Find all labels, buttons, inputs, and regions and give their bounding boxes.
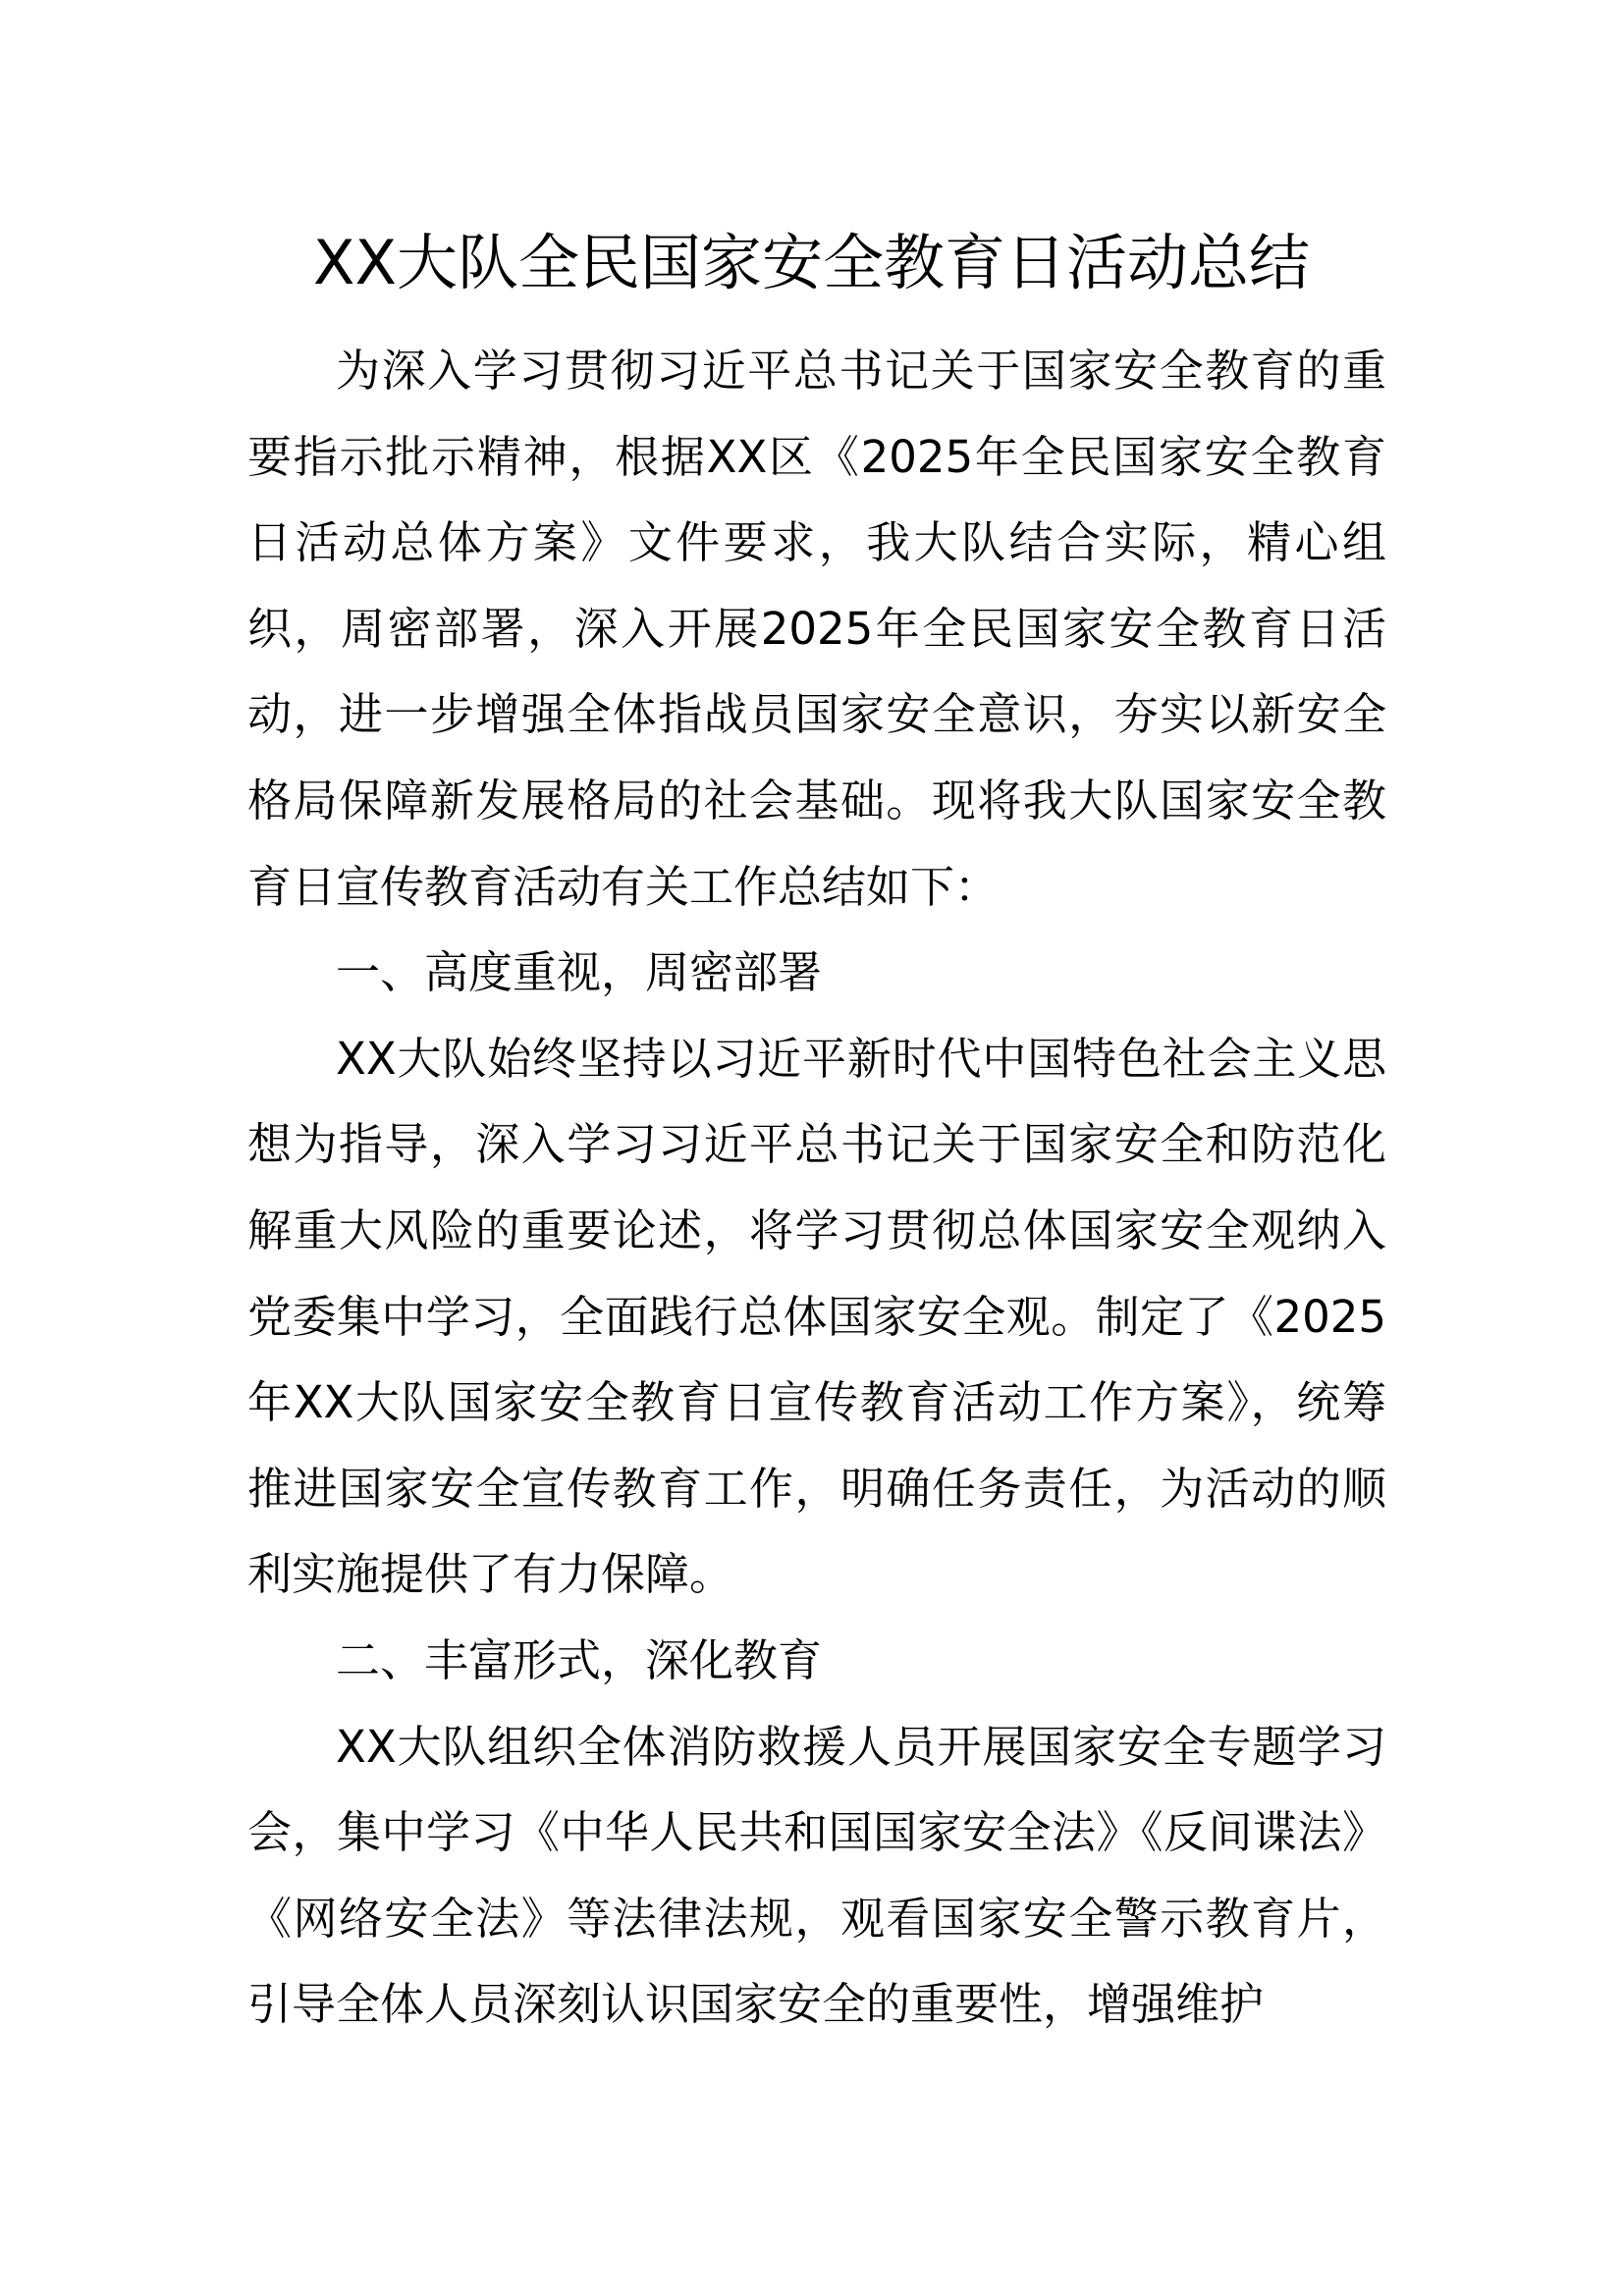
document-title: XX大队全民国家安全教育日活动总结 <box>313 227 1310 298</box>
intro-paragraph: 为深入学习贯彻习近平总书记关于国家安全教育的重要指示批示精神，根据XX区《2025年全民国家安全教育日活动总体方案》文件要求，我大队结合实际，精心组织，周密部署，深入开展2025年全民国家安全教育日活动，进一步增强全体指战员国家安全意识，夯实以新安全格局保障新发展格局的社会基础。现将我大队国家安全教育日宣传教育活动有关工作总结如下： <box>247 345 1386 913</box>
document-body <box>247 328 1386 2048</box>
section-2-paragraph: XX大队组织全体消防救援人员开展国家安全专题学习会，集中学习《中华人民共和国国家安全法》《反间谍法》《网络安全法》等法律法规，观看国家安全警示教育片，引导全体人员深刻认识国家安全的重要性，增强维护 <box>247 1720 1386 2031</box>
section-heading-2: 二、丰富形式，深化教育 <box>336 1633 823 1686</box>
section-1-paragraph: XX大队始终坚持以习近平新时代中国特色社会主义思想为指导，深入学习习近平总书记关于国家安全和防范化解重大风险的重要论述，将学习贯彻总体国家安全观纳入党委集中学习，全面践行总体国家安全观。制定了《2025年XX大队国家安全教育日宣传教育活动工作方案》，统筹推进国家安全宣传教育工作，明确任务责任，为活动的顺利实施提供了有力保障。 <box>247 1032 1386 1601</box>
section-heading-1: 一、高度重视，周密部署 <box>336 946 823 999</box>
